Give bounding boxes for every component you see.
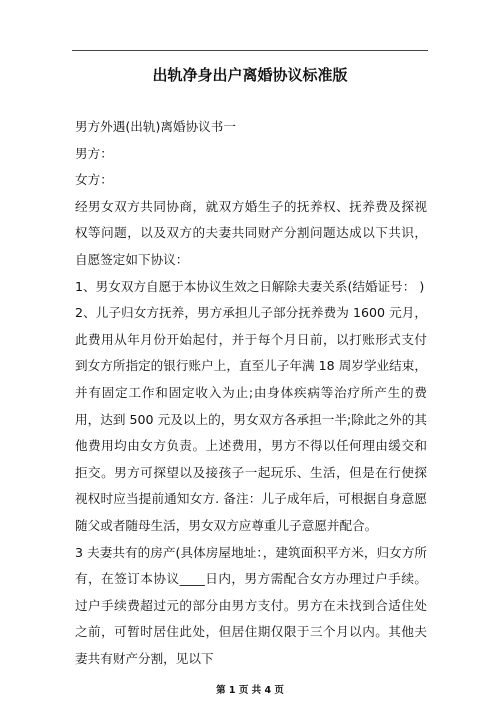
document-title: 出轨净身出户离婚协议标准版 xyxy=(152,66,348,84)
paragraph-clause-2: 2、儿子归女方抚养，男方承担儿子部分抚养费为 1600 元月，此费用从年月份开始起付，并于每个月日前，以打账形式支付到女方所指定的银行账户上，直至儿子年满 18 周岁学业结束，并有固定工作和固定收入为止;由身体疾病等治疗所产生的费用，达到 500 元及以上的，男女双方各承担一半;除此之外的其他费用均由女方负责。上述费用，男方不得以任何理由缓交和拒交。男方可探望以及接孩子一起玩乐、生活，但是在行使探视权时应当提前通知女方. 备注：儿子成年后，可根据自身意愿随父或者随母生活，男女双方应尊重儿子意愿并配合。 xyxy=(75,305,427,533)
paragraph-preamble: 经男女双方共同协商，就双方婚生子的抚养权、抚养费及探视权等问题，以及双方的夫妻共同财产分割问题达成以下共识，自愿签定如下协议： xyxy=(75,198,427,267)
paragraph-heading: 男方外遇(出轨)离婚协议书一 xyxy=(75,119,236,134)
document-body xyxy=(75,114,427,672)
paragraph-clause-3: 3 夫妻共有的房产(具体房屋地址：，建筑面积平方米，归女方所有，在签订本协议____日内，男方需配合女方办理过户手续。过户手续费超过元的部分由男方支付。男方在未找到合适住处之前，可暂时居住此处，但居住期仅限于三个月以内。其他夫妻共有财产分割，见以下 xyxy=(75,544,427,666)
paragraph-clause-1: 1、男女双方自愿于本协议生效之日解除夫妻关系(结婚证号： ) xyxy=(75,278,425,294)
paragraph-female-party: 女方： xyxy=(75,172,113,188)
paragraph-male-party: 男方： xyxy=(75,145,113,161)
page-number: 第 1 页 共 4 页 xyxy=(216,685,284,696)
header-rule xyxy=(72,50,428,51)
